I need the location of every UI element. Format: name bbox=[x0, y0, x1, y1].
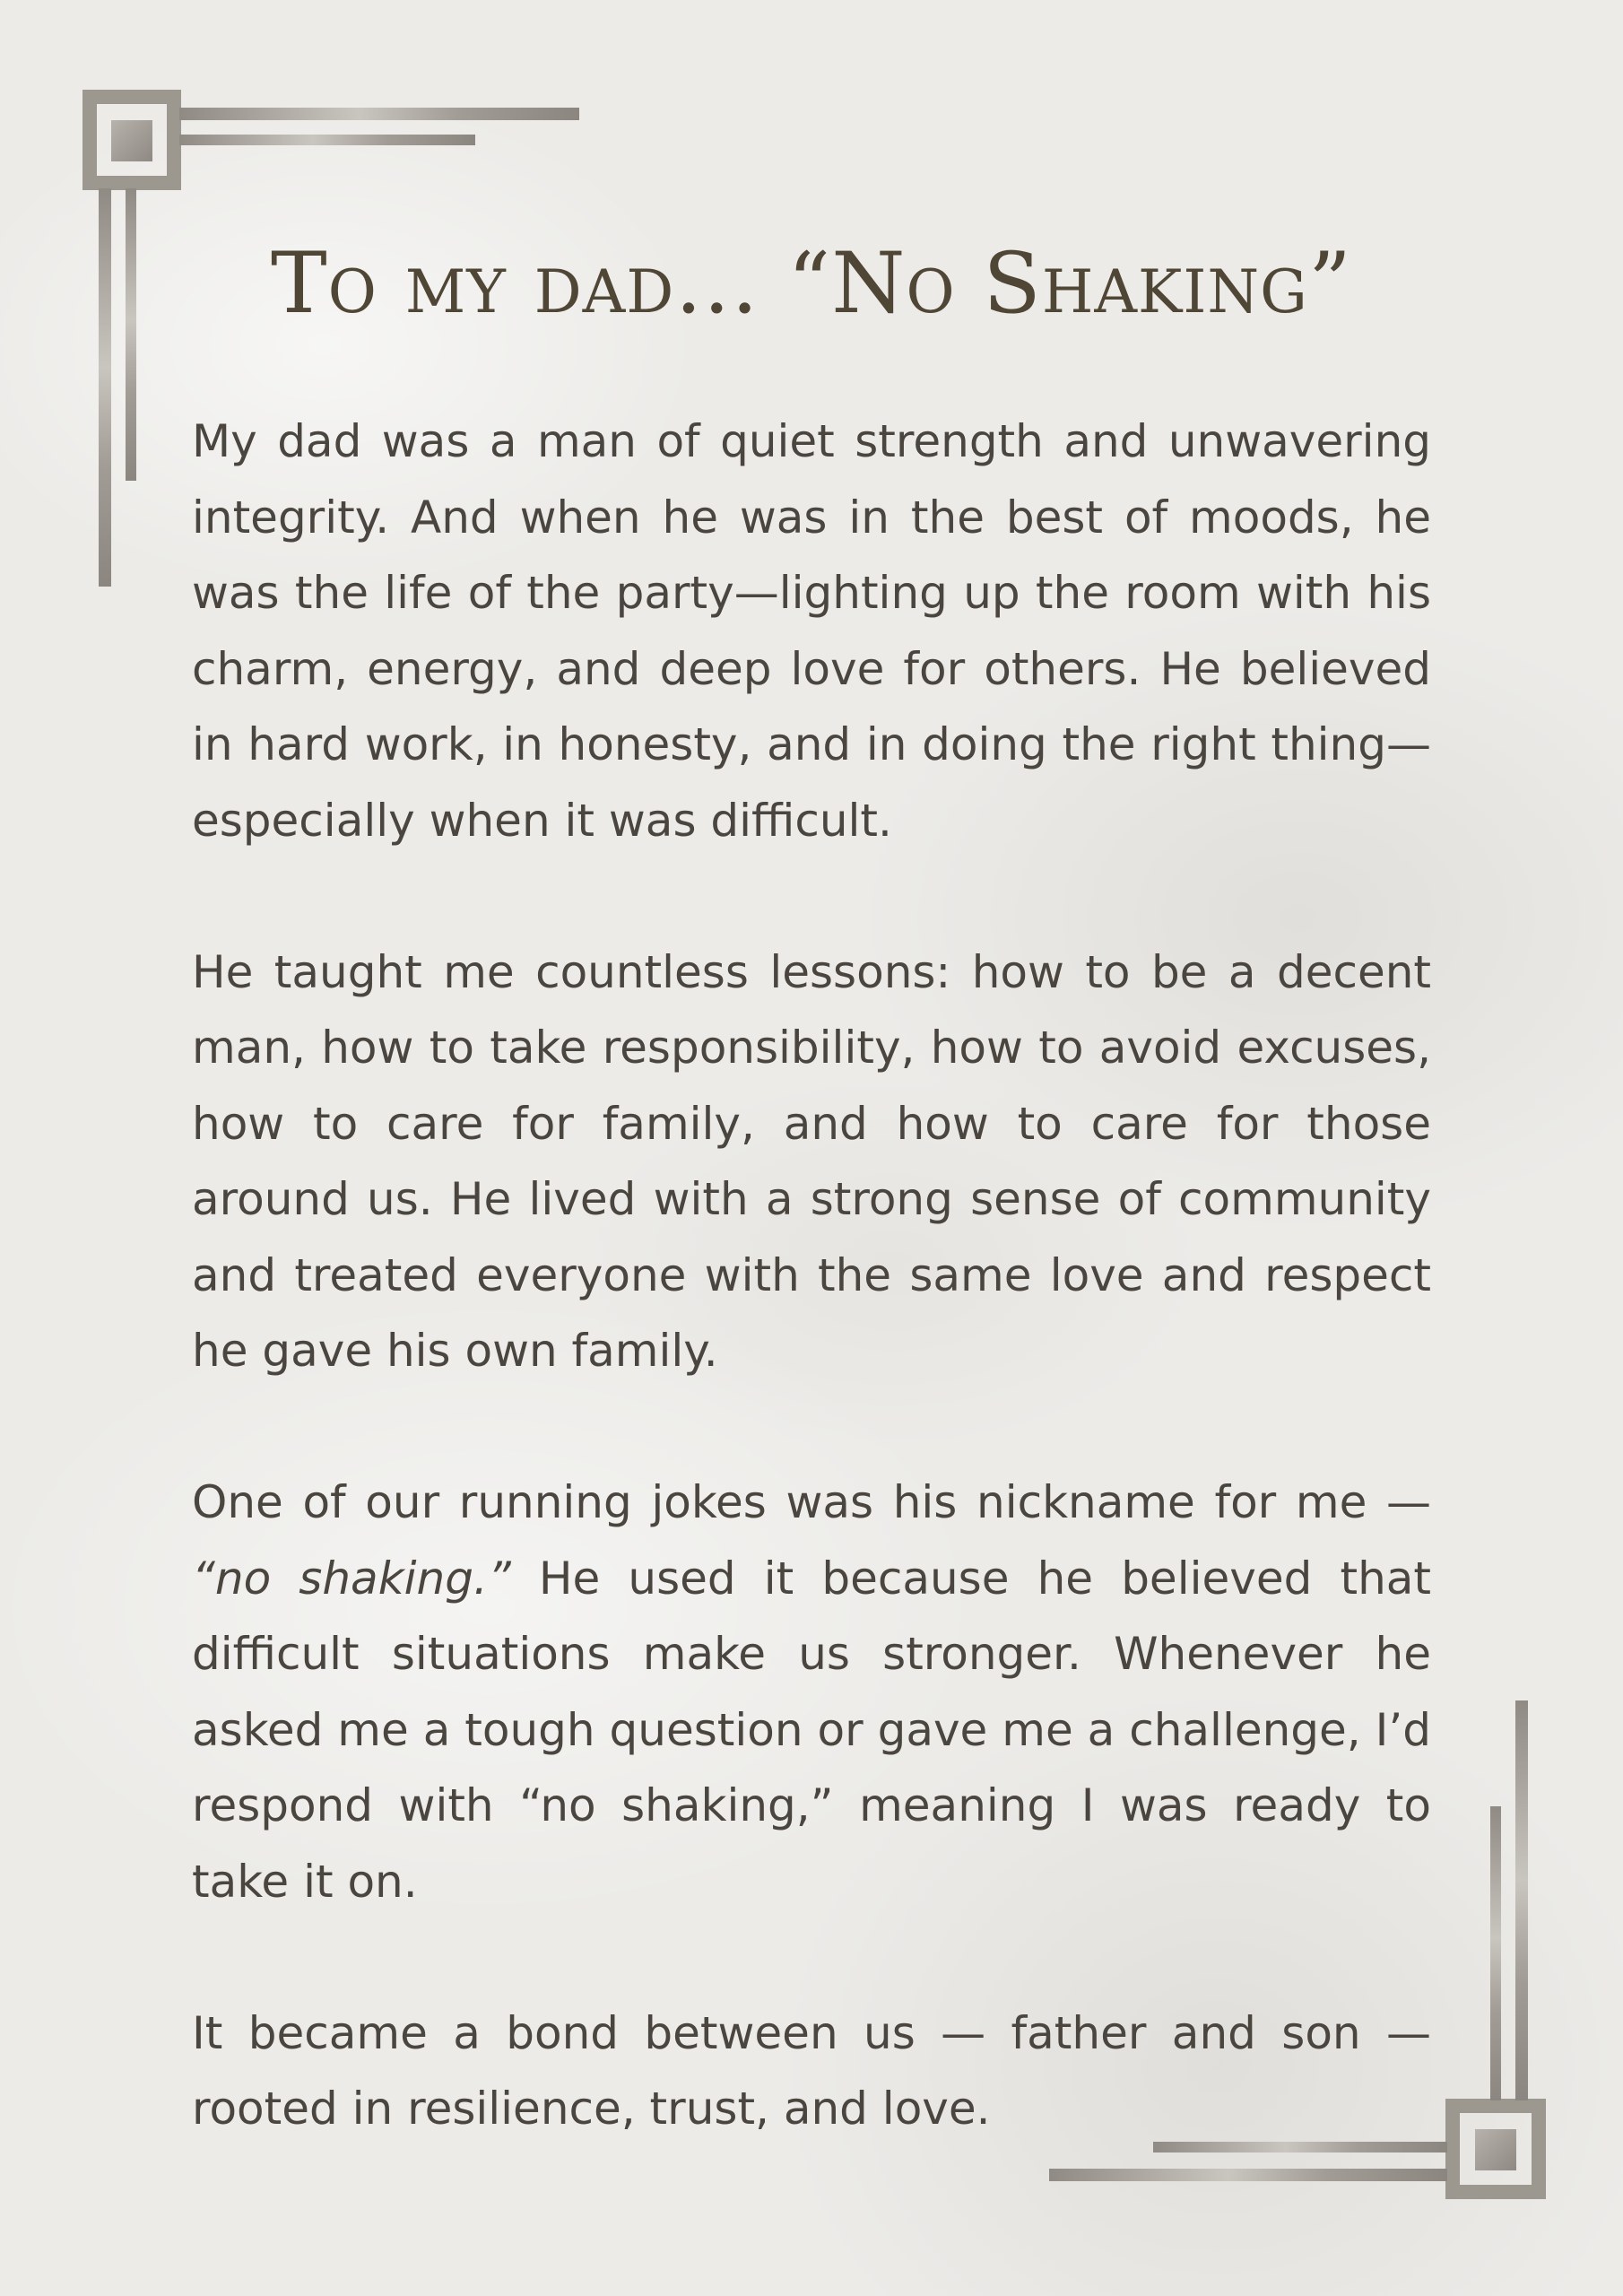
ornament-line-right-inner bbox=[1490, 1806, 1501, 2100]
letter-body bbox=[192, 404, 1431, 2147]
paragraph-nickname-lead: One of our running jokes was his nickname for me — bbox=[192, 1476, 1431, 1528]
ornament-line-bottom-outer bbox=[1049, 2169, 1447, 2181]
ornament-line-right-outer bbox=[1515, 1700, 1528, 2100]
ornament-line-top-inner bbox=[179, 135, 475, 145]
paragraph-intro: My dad was a man of quiet strength and unwavering integrity. And when he was in the best of moods, he was the life of the party—lighting up the room with his charm, energy, and deep love for others. He believed in hard work, in honesty, and in doing the right thing—especially when it was difficult. bbox=[192, 415, 1431, 847]
paragraph-nickname-rest: He used it because he believed that difficult situations make us stronger. Whenever he asked me a tough question or gave me a challenge, I’d respond with “no shaking,” meaning I was ready to take it on. bbox=[192, 1552, 1431, 1908]
ornament-square-center bbox=[1475, 2129, 1516, 2170]
nickname-emphasis: “no shaking.” bbox=[192, 1552, 511, 1605]
document-title: To my dad… “No Shaking” bbox=[271, 235, 1352, 333]
ornament-line-top-outer bbox=[179, 108, 579, 120]
paragraph-bond: It became a bond between us — father and son — rooted in resilience, trust, and love. bbox=[192, 2006, 1431, 2135]
ornament-line-left-inner bbox=[126, 188, 136, 481]
paragraph-lessons: He taught me countless lessons: how to be a decent man, how to take responsibility, how to avoid excuses, how to care for family, and how to care for those around us. He lived with a strong sense of community and treated everyone with the same love and respect he gave his own family. bbox=[192, 945, 1431, 1377]
paragraph-nickname bbox=[192, 1465, 1431, 1919]
ornament-square-center bbox=[111, 120, 152, 161]
